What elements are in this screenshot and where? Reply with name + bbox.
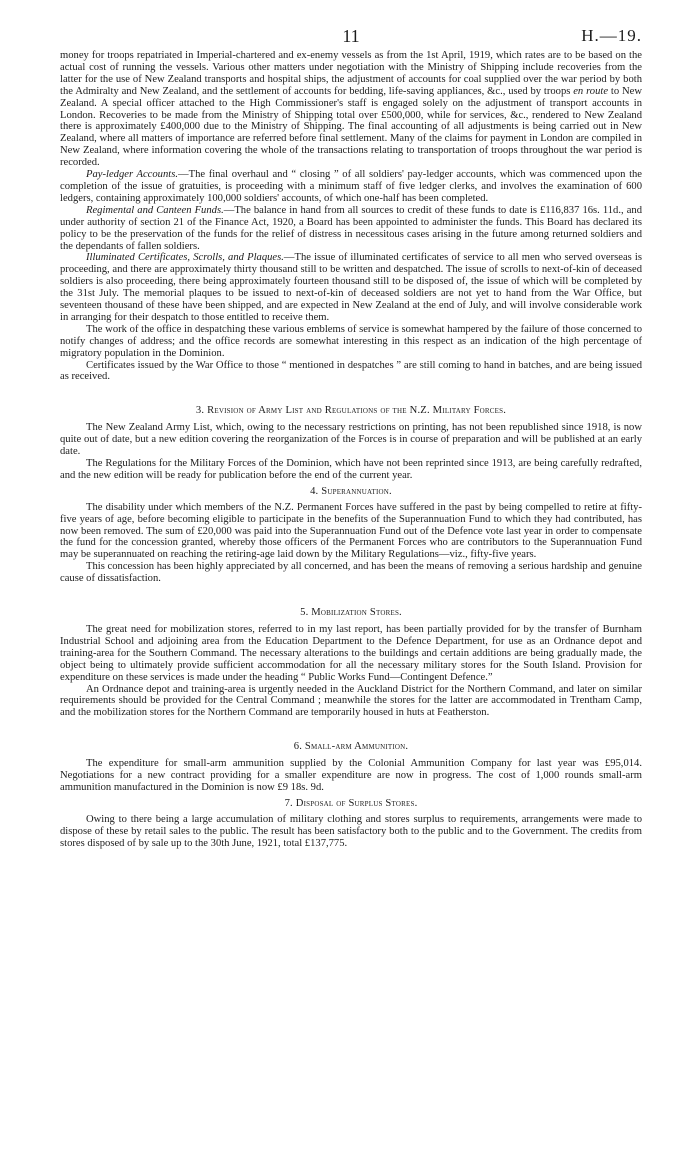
paragraph-title: Regimental and Canteen Funds. <box>86 204 224 216</box>
paragraph-ordnance-depot: An Ordnance depot and training-area is urgently needed in the Auckland District for the Northern Command, and later on similar requirements should be provided for the Central Command ; meanwhile the stores for the latter are accommodated in Trentham Camp, and the mobilization stores for the Northern Command are temporarily housed in huts at Featherston. <box>60 683 642 719</box>
paragraph-text: —The issue of illuminated certificates of service to all men who served overseas is proceeding, and there are approximately thirty thousand still to be written and despatched. The issue of scrolls to next-of-kin of deceased soldiers is also proceeding, there being approximately fourteen thousand still to be disposed of, the issue of which will be completed by the 31st July. The memorial plaques to be issued to next-of-kin of deceased soldiers are not yet to hand from the War Office, but seventeen thousand of these have been shipped, and are expected in New Zealand at the end of July, and will involve considerable work in arranging for their despatch to those entitled to receive them. <box>60 252 642 323</box>
paragraph-superannuation: The disability under which members of the N.Z. Permanent Forces have suffered in the past by being compelled to retire at fifty-five years of age, before becoming eligible to participate in the benefits of the Superannuation Fund to which they had contributed, has now been removed. The sum of £20,000 was paid into the Superannuation Fund out of the Defence vote last year in order to compensate the fund for the concession granted, whereby those officers of the Permanent Forces who are contributors to the Superannuation Fund may be superannuated on reaching the retiring-age laid down by the Military Regulations—viz., fifty-five years. <box>60 501 642 561</box>
paragraph-title: Pay-ledger Accounts. <box>86 169 178 181</box>
paragraph-army-list: The New Zealand Army List, which, owing to the necessary restrictions on printing, has not been republished since 1918, is now quite out of date, but a new edition covering the reorganization of the Forces is in course of preparation and will be published at an early date. <box>60 422 642 458</box>
paragraph-title: Illuminated Certificates, Scrolls, and Plaques. <box>86 252 284 264</box>
document-body <box>60 50 642 849</box>
page-number: 11 <box>342 26 360 46</box>
section-heading-superannuation: 4. Superannuation. <box>310 485 392 497</box>
italic-phrase: en route <box>573 85 609 97</box>
document-reference: H.—19. <box>581 26 642 45</box>
paragraph-regulations: The Regulations for the Military Forces of the Dominion, which have not been reprinted since 1913, are being carefully redrafted, and the new edition will be ready for publication before the end of the current year. <box>60 458 642 481</box>
paragraph-canteen-funds <box>60 205 642 253</box>
paragraph-despatches: Certificates issued by the War Office to those “ mentioned in despatches ” are still coming to hand in batches, and are being issued as received. <box>60 359 642 383</box>
paragraph-surplus-stores: Owing to there being a large accumulation of military clothing and stores surplus to requirements, arrangements were made to dispose of these by retail sales to the public. The result has been satisfactory both to the public and to the Government. The credits from stores disposed of by sale up to the 30th June, 1921, total £137,775. <box>60 813 642 849</box>
paragraph-mobilization-stores: The great need for mobilization stores, referred to in my last report, has been partially provided for by the transfer of Burnham Industrial School and adjoining area from the Education Department to the Defence Department, for use as an Ordnance depot and training-area for the Southern Command. The necessary alterations to the buildings and certain additions are being gradually made, the object being to ultimately provide sufficient accommodation for all the necessary military stores for the South Island. Provision for expenditure on these services is made under the heading “ Public Works Fund—Contingent Defence.” <box>60 623 642 683</box>
page-header <box>60 12 642 50</box>
section-heading-surplus-stores: 7. Disposal of Surplus Stores. <box>284 797 418 809</box>
paragraph-text: money for troops repatriated in Imperial-chartered and ex-enemy vessels as from the 1st April, 1919, which rates are to be based on the actual cost of running the vessels. Various other matters under negotiation with the Ministry of Shipping include recoveries from the latter for the use of New Zealand transports and hospital ships, the adjustment of accounts for coal supplied over the war period by both the Admiralty and New Zealand, and the settlement of accounts for bedding, life-saving appliances, &c., used by troops <box>60 50 642 97</box>
section-heading-mobilization: 5. Mobilization Stores. <box>300 607 402 619</box>
paragraph-text: to New Zealand. A special officer attached to the High Commissioner's staff is engaged solely on the adjustment of transport accounts in London. Recoveries to be made from the Ministry of Shipping total over £500,000, while for services, &c., rendered to New Zealand there is approximately £400,000 due to the Ministry of Shipping. The final accounting of all adjustments is being carried out in New Zealand, where all matters of importance are referred before final settlement. Many of the claims for payment in London are compiled in New Zealand, where information covering the whole of the transactions relating to transportation of troops throughout the war period is recorded. <box>60 85 642 169</box>
paragraph-certificates <box>60 252 642 323</box>
section-heading-ammunition: 6. Small-arm Ammunition. <box>293 741 409 753</box>
paragraph-emblems: The work of the office in despatching these various emblems of service is somewhat hampered by the failure of those concerned to notify changes of address; and the office records are somewhat interesting in this respect as an indication of the high percentage of migratory population in the Dominion. <box>60 323 642 359</box>
paragraph-pay-ledger <box>60 169 642 205</box>
paragraph-text: —The final overhaul and “ closing ” of all soldiers' pay-ledger accounts, which was commenced upon the completion of the issue of gratuities, is proceeding with a minimum staff of five ledger clerks, and involves the examination of 600 ledgers, containing approximately 100,000 soldiers' accounts, of which one-half has been completed. <box>60 169 643 204</box>
paragraph-transport-accounts <box>60 50 642 169</box>
section-heading-army-list: 3. Revision of Army List and Regulations of the N.Z. Military Forces. <box>195 405 507 417</box>
paragraph-ammunition: The expenditure for small-arm ammunition supplied by the Colonial Ammunition Company for last year was £95,014. Negotiations for a new contract providing for a smaller expenditure are now in progress. The cost of 1,000 rounds small-arm ammunition manufactured in the Dominion is now £9 18s. 9d. <box>60 758 642 793</box>
paragraph-concession: This concession has been highly appreciated by all concerned, and has been the means of removing a serious hardship and genuine cause of dissatisfaction. <box>60 561 642 585</box>
paragraph-text: —The balance in hand from all sources to credit of these funds to date is £116,837 16s. 11d., and under authority of section 21 of the Finance Act, 1920, a Board has been appointed to administer the funds. This Board has declared its policy to be the preservation of the funds for the relief of distress in necessitous cases arising in the future among returned soldiers and the dependants of fallen soldiers. <box>60 204 642 252</box>
